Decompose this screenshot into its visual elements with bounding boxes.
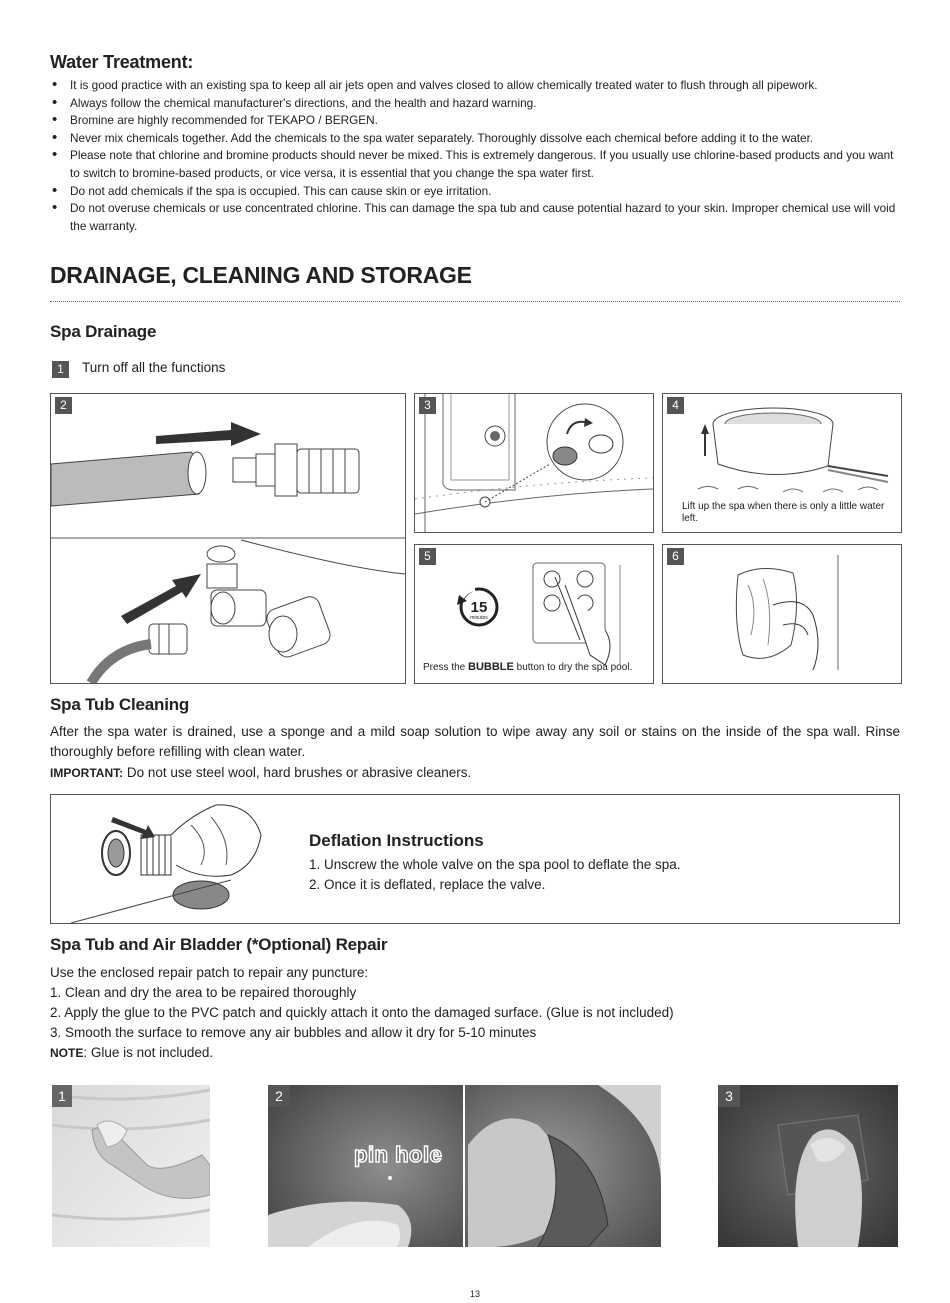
list-item: • Please note that chlorine and bromine products should never be mixed. This is extremely dangerous. If you usually use chlorine-based products and you want to switch to bromine-based products, or vice versa, it is essential that you change the spa water first. <box>50 147 900 182</box>
repair-intro: Use the enclosed repair patch to repair any puncture: <box>50 965 369 980</box>
list-item: • Do not add chemicals if the spa is occupied. This can cause skin or eye irritation. <box>50 183 900 201</box>
spa-drainage-heading: Spa Drainage <box>50 322 157 341</box>
panel-step-2 <box>50 393 406 684</box>
step4-caption: Lift up the spa when there is only a little water left. <box>682 501 885 524</box>
tub-cleaning-heading: Spa Tub Cleaning <box>50 695 190 714</box>
step-number: 1 <box>52 361 69 378</box>
step1-text: Turn off all the functions <box>82 360 226 375</box>
list-item: 1. Unscrew the whole valve on the spa pool to deflate the spa. <box>309 857 681 872</box>
step-number: 1 <box>52 1085 72 1107</box>
panel-step-4 <box>662 393 902 533</box>
clean-area-photo <box>52 1085 210 1247</box>
step-number: 4 <box>667 397 684 414</box>
important-label: IMPORTANT: <box>50 766 124 780</box>
list-item: 3. Smooth the surface to remove any air bubbles and allow it dry for 5-10 minutes <box>50 1025 537 1040</box>
pin-hole-photo <box>268 1085 661 1247</box>
repair-photo-1 <box>52 1085 210 1247</box>
caption-pre: Press the <box>423 662 469 673</box>
page-number: 13 <box>469 1289 480 1299</box>
pin-hole-label: pin hole <box>354 1142 443 1167</box>
list-item: • Always follow the chemical manufacturer's directions, and the health and hazard warning. <box>50 95 900 113</box>
tub-cleaning-text: After the spa water is drained, use a sponge and a mild soap solution to wipe away any soil or stains on the inside of the spa wall. Rinse thoroughly before refilling with clean water. <box>50 724 900 759</box>
caption-bold: BUBBLE <box>468 661 514 673</box>
wipe-cloth-illustration <box>663 545 901 683</box>
panel-step-6 <box>662 544 902 684</box>
step-number: 5 <box>419 548 436 565</box>
panel-step-5 <box>414 544 654 684</box>
step-number: 3 <box>419 397 436 414</box>
list-item: • It is good practice with an existing spa to keep all air jets open and valves closed to allow chemically treated water to flush through all pipework. <box>50 77 900 95</box>
hose-connector-illustration <box>51 394 405 683</box>
note-label: NOTE <box>50 1046 84 1060</box>
step-number: 2 <box>268 1085 290 1107</box>
deflation-heading: Deflation Instructions <box>309 831 484 850</box>
deflation-box <box>50 794 900 924</box>
step5-caption <box>423 661 653 674</box>
list-item: • Bromine are highly recommended for TEKAPO / BERGEN. <box>50 112 900 130</box>
section-divider <box>50 301 900 302</box>
step-number: 6 <box>667 548 684 565</box>
deflation-steps <box>309 855 680 895</box>
repair-photo-2 <box>268 1085 661 1247</box>
list-item: 2. Once it is deflated, replace the valve. <box>309 877 546 892</box>
caption-post: button to dry the spa pool. <box>513 662 633 673</box>
timer-unit: minutes <box>470 615 488 621</box>
panel-step-3 <box>414 393 654 533</box>
list-item: 1. Clean and dry the area to be repaired thoroughly <box>50 985 357 1000</box>
repair-note <box>50 1043 674 1063</box>
step-number: 2 <box>55 397 72 414</box>
repair-photo-3 <box>718 1085 898 1247</box>
note-text: : Glue is not included. <box>83 1045 214 1060</box>
timer-value: 15 <box>470 599 488 616</box>
important-text: Do not use steel wool, hard brushes or abrasive cleaners. <box>123 765 472 780</box>
list-item: 2. Apply the glue to the PVC patch and quickly attach it onto the damaged surface. (Glue is not included) <box>50 1005 674 1020</box>
repair-heading: Spa Tub and Air Bladder (*Optional) Repair <box>50 935 388 954</box>
water-treatment-heading: Water Treatment: <box>50 52 194 72</box>
repair-instructions <box>50 963 674 1063</box>
important-note <box>50 763 900 783</box>
valve-unscrew-illustration <box>51 795 311 923</box>
section-title: DRAINAGE, CLEANING AND STORAGE <box>50 262 472 288</box>
smooth-surface-photo <box>718 1085 898 1247</box>
water-treatment-list <box>50 77 900 235</box>
step-number: 3 <box>718 1085 740 1107</box>
drain-valve-illustration <box>415 394 653 532</box>
list-item: • Never mix chemicals together. Add the chemicals to the spa water separately. Thoroughly dissolve each chemical before adding it to the water. <box>50 130 900 148</box>
list-item: • Do not overuse chemicals or use concentrated chlorine. This can damage the spa tub and cause potential hazard to your skin. Improper chemical use will void the warranty. <box>50 200 900 235</box>
